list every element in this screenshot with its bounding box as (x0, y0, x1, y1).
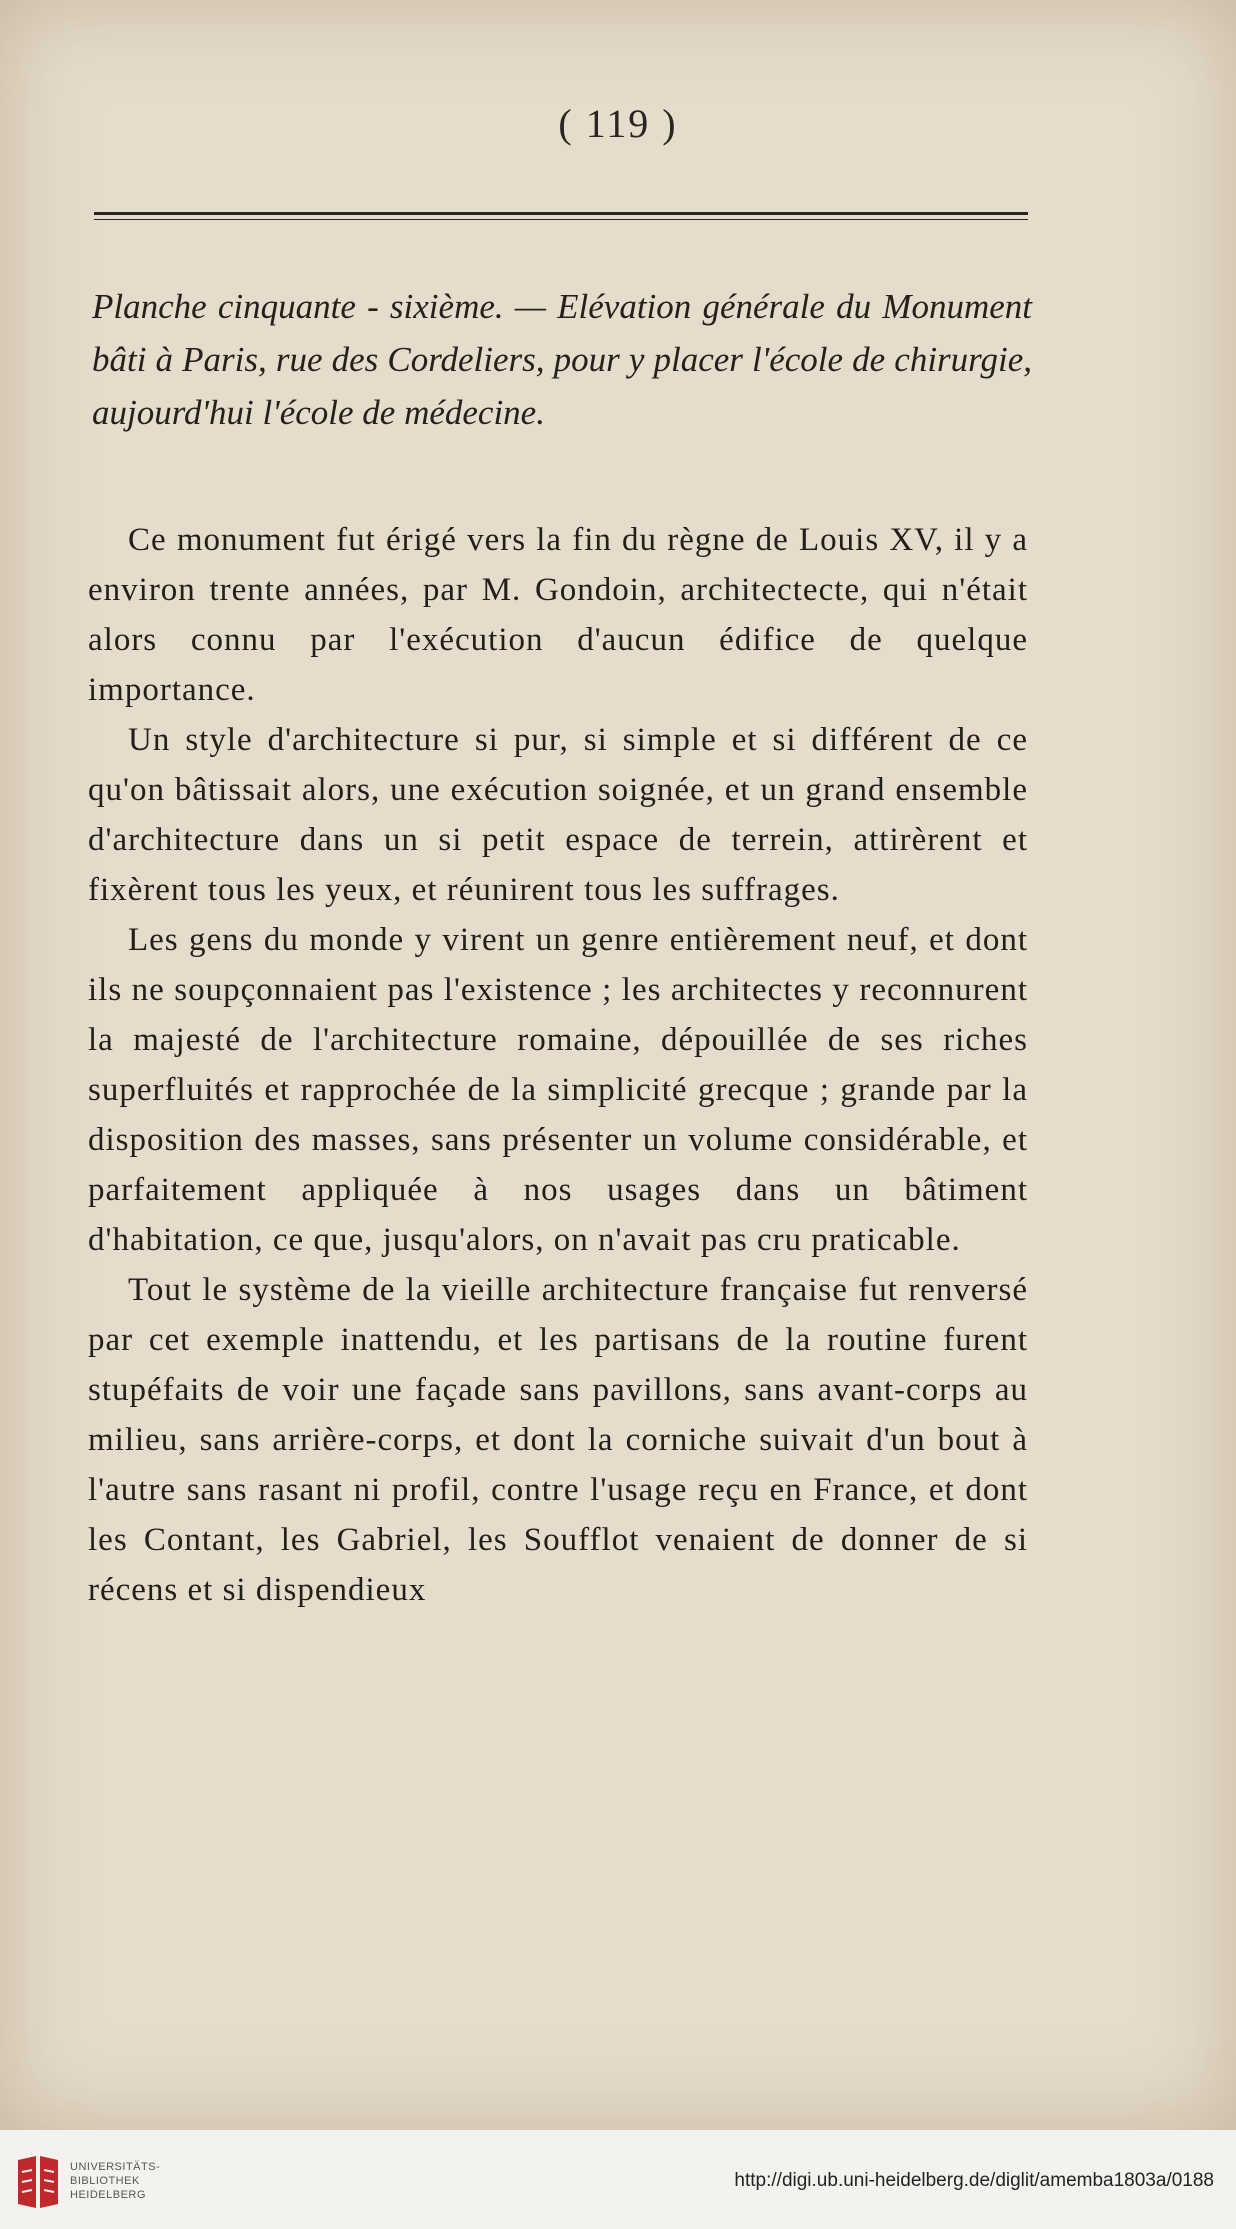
header-rule-thin (94, 219, 1028, 220)
library-name-line-1: UNIVERSITÄTS- (70, 2161, 161, 2173)
plate-caption: Planche cinquante - sixième. — Elévation générale du Monument bâti à Paris, rue des Cordeliers, pour y placer l'école de chirurgie, aujourd'hui l'école de médecine. (92, 287, 1032, 432)
body-text (88, 515, 1028, 1615)
source-url-link[interactable]: http://digi.ub.uni-heidelberg.de/diglit/amemba1803a/0188 (734, 2170, 1214, 2191)
paragraph-4: Tout le système de la vieille architecture française fut renversé par cet exemple inattendu, et les partisans de la routine furent stupéfaits de voir une façade sans pavillons, sans avant-corps au milieu, sans arrière-corps, et dont la corniche suivait d'un bout à l'autre sans rasant ni profil, contre l'usage reçu en France, et dont les Contant, les Gabriel, les Soufflot venaient de donner de si récens et si dispendieux (88, 1272, 1028, 1608)
footer-bar (0, 2130, 1236, 2229)
paragraph-3: Les gens du monde y virent un genre entièrement neuf, et dont ils ne soupçonnaient pas l'existence ; les architectes y reconnurent la majesté de l'architecture romaine, dépouillée de ses riches superfluités et rapprochée de la simplicité grecque ; grande par la disposition des masses, sans présenter un volume considérable, et parfaitement appliquée à nos usages dans un bâtiment d'habitation, ce que, jusqu'alors, on n'avait pas cru praticable. (88, 922, 1028, 1258)
library-name-line-2: BIBLIOTHEK (70, 2175, 140, 2187)
paragraph-2: Un style d'architecture si pur, si simple et si différent de ce qu'on bâtissait alors, une exécution soignée, et un grand ensemble d'architecture dans un si petit espace de terrein, attirèrent et fixèrent tous les yeux, et réunirent tous les suffrages. (88, 722, 1028, 908)
library-name-line-3: HEIDELBERG (70, 2189, 146, 2201)
page-number: ( 119 ) (558, 101, 678, 146)
header-rule-thick (94, 212, 1028, 215)
university-library-logo-icon (12, 2152, 64, 2212)
paragraph-1: Ce monument fut érigé vers la fin du règne de Louis XV, il y a environ trente années, par M. Gondoin, architectecte, qui n'était alors connu par l'exécution d'aucun édifice de quelque importance. (88, 522, 1028, 708)
library-name (70, 2160, 160, 2202)
